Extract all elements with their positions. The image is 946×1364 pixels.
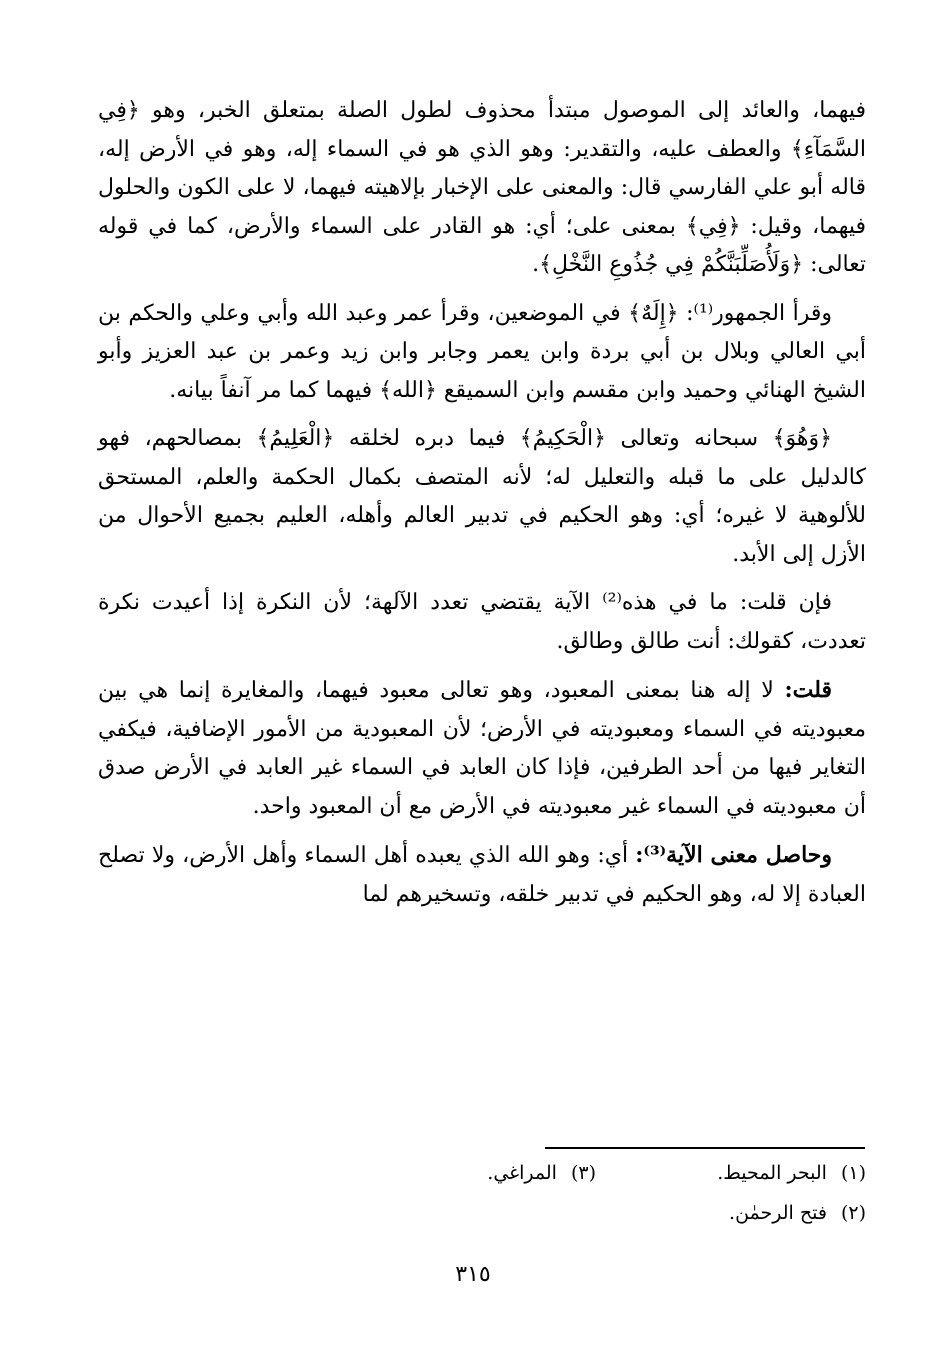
footnote-2: [596, 1202, 866, 1224]
footnote-row-1: [300, 1162, 866, 1202]
footnote-3-number: (٣): [570, 1162, 596, 1184]
paragraph-4-text: فإن قلت: ما في هذه⁽²⁾ الآية يقتضي تعدد الآلهة؛ لأن النكرة إذا أعيدت نكرة تعددت، كقولك: أنت طالق وطالق.: [98, 590, 866, 654]
footnote-2-text: فتح الرحمٰن.: [729, 1202, 827, 1224]
footnote-divider: [545, 1147, 865, 1149]
page-number: ٣١٥: [455, 1262, 491, 1287]
paragraph-4: [98, 584, 866, 661]
paragraph-6-text: أي: وهو الله الذي يعبده أهل السماء وأهل الأرض، ولا تصلح العبادة إلا له، وهو الحكيم في تدبير خلقه، وتسخيرهم لما: [98, 843, 866, 907]
paragraph-3-text: ﴿وَهُوَ﴾ سبحانه وتعالى ﴿الْحَكِيمُ﴾ فيما دبره لخلقه ﴿الْعَلِيمُ﴾ بمصالحهم، فهو كالدليل على ما قبله والتعليل له؛ لأنه المتصف بكمال الحكمة والعلم، المستحق للألوهية لا غيره؛ أي: وهو الحكيم في تدبير العالم وأهله، العليم بجميع الأحوال من الأزل إلى الأبد.: [98, 426, 866, 567]
footnote-1-text: البحر المحيط.: [717, 1162, 827, 1184]
paragraph-1-text: فيهما، والعائد إلى الموصول مبتدأ محذوف لطول الصلة بمتعلق الخبر، وهو ﴿فِي السَّمَآءِ﴾ والعطف عليه، والتقدير: وهو الذي هو في السماء إله، وهو في الأرض إله، قاله أبو علي الفارسي قال: والمعنى على الإخبار بإلاهيته فيهما، لا على الكون والحلول فيهما، وقيل: ﴿فِي﴾ بمعنى على؛ أي: هو القادر على السماء والأرض، كما في قوله تعالى: ﴿وَلَأُصَلِّبَنَّكُمْ فِي جُذُوعِ النَّخْلِ﴾.: [98, 98, 866, 277]
main-text: [98, 92, 866, 924]
footnote-row-2: [300, 1202, 866, 1242]
footnote-1-number: (١): [840, 1162, 866, 1184]
paragraph-5-text: لا إله هنا بمعنى المعبود، وهو تعالى معبود فيهما، والمغايرة إنما هي بين معبوديته في السماء ومعبوديته في الأرض؛ لأن المعبودية من الأمور الإضافية، فيكفي التغاير فيها من أحد الطرفين، فإذا كان العابد في السماء غير العابد في الأرض صدق أن معبوديته في السماء غير معبوديته في الأرض مع أن المعبود واحد.: [98, 678, 866, 819]
footnote-1: [596, 1162, 866, 1184]
footnote-2-number: (٢): [840, 1202, 866, 1224]
paragraph-5-lead: قلت:: [784, 677, 832, 703]
footnote-3-text: المراغي.: [487, 1162, 557, 1184]
footnote-3: [326, 1162, 596, 1184]
paragraph-6-lead: وحاصل معنى الآية⁽³⁾:: [635, 842, 833, 868]
paragraph-2-text: وقرأ الجمهور⁽¹⁾: ﴿إِلَهٌ﴾ في الموضعين، وقرأ عمر وعبد الله وأبي وعلي والحكم بن أبي العالي وبلال بن أبي بردة وابن يعمر وجابر وابن زيد وعمر بن عبد العزيز وأبو الشيخ الهنائي وحميد وابن مقسم وابن السميقع ﴿الله﴾ فيهما كما مر آنفاً بيانه.: [98, 300, 866, 403]
paragraph-6: [98, 836, 866, 914]
footnotes: [300, 1162, 866, 1242]
paragraph-2: [98, 295, 866, 411]
paragraph-1: [98, 92, 866, 285]
paragraph-5: [98, 671, 866, 826]
paragraph-3: [98, 420, 866, 574]
